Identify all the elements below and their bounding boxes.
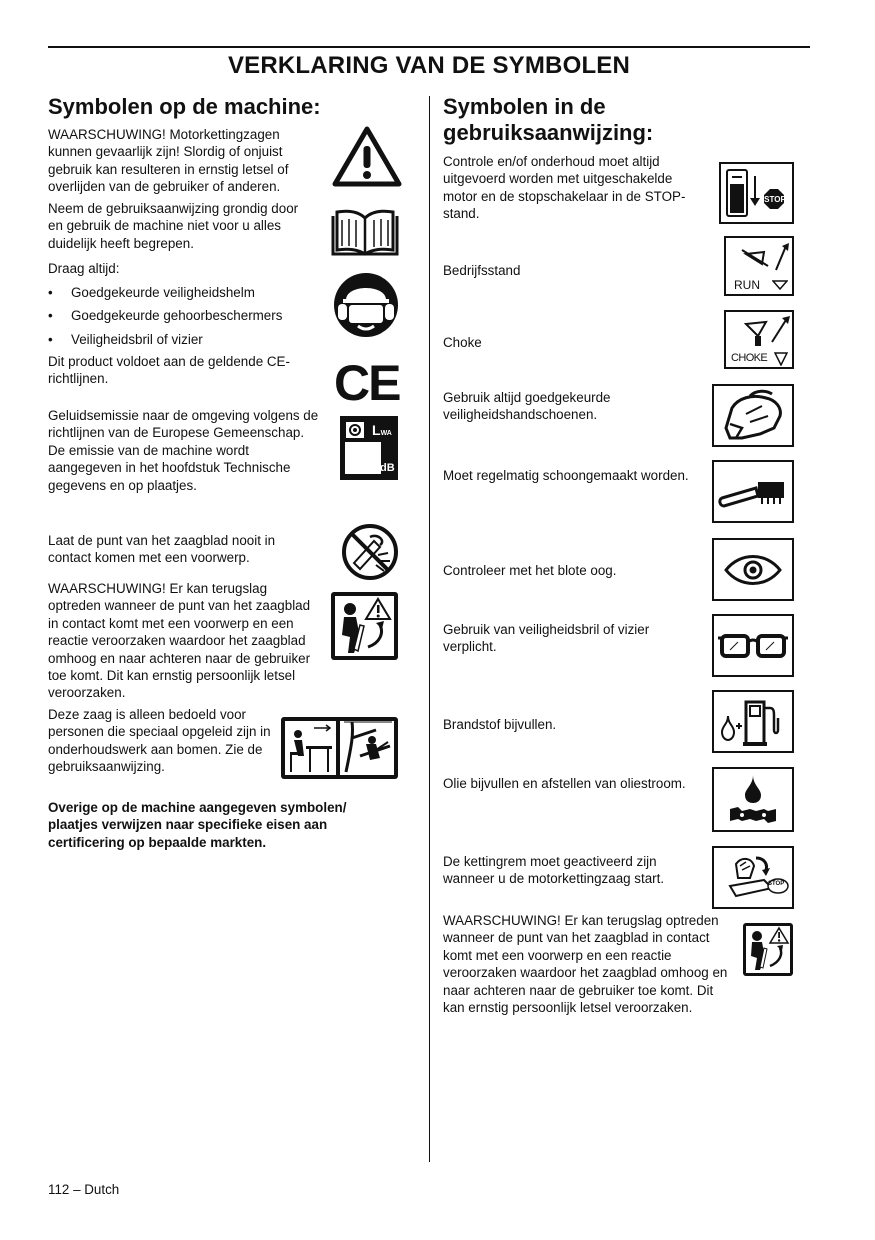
noise-lwa-label: LWA <box>372 422 392 438</box>
kickback-warning-icon-small <box>742 922 794 977</box>
header-rule <box>48 46 810 48</box>
noise-emission-label-icon <box>340 416 398 480</box>
protective-gear-icon <box>332 270 400 340</box>
choke-icon <box>724 310 794 369</box>
trained-operator-icon <box>280 716 399 780</box>
eye-icon <box>712 538 794 601</box>
stop-label: STOP <box>764 195 786 204</box>
visual-check-text: Controleer met het blote oog. <box>443 563 617 578</box>
run-throttle-graphic <box>728 240 792 274</box>
tip-contact-text: Laat de punt van het zaagblad nooit in contact komen met een voorwerp. <box>48 533 276 566</box>
stop-switch-graphic <box>723 166 790 220</box>
kickback-warning-text: WAARSCHUWING! Er kan terugslag optreden wanneer de punt van het zaagblad in contact komt met een voorwerp en een reactie veroorzaken waardoor het zaagblad omhoog en naar achteren naar de gebruiker toe komt. Dit kan ernstig persoonlijk letsel veroorzaken. <box>48 581 311 701</box>
cleaning-text: Moet regelmatig schoongemaakt worden. <box>443 468 689 483</box>
noise-label-speaker-icon <box>345 421 365 439</box>
trained-operator-text: Deze zaag is alleen bedoeld voor personen die speciaal opgeleid zijn in onderhoudswerk aan bomen. Zie de gebruiksaanwijzing. <box>48 707 271 775</box>
column-divider <box>429 96 430 1162</box>
gloves-text: Gebruik altijd goedgekeurde veiligheidshandschoenen. <box>443 390 611 423</box>
noise-text: Geluidsemissie naar de omgeving volgens de richtlijnen van de Europese Gemeenschap. De emissie van de machine wordt aangegeven in het hoofdstuk Technische gegevens en op plaatjes. <box>48 408 319 493</box>
warning-text: WAARSCHUWING! Motorkettingzagen kunnen gevaarlijk zijn! Slordig of onjuist gebruik kan resulteren in ernstig letsel of overlijden van de gebruiker of anderen. <box>48 127 289 195</box>
run-text: Bedrijfsstand <box>443 263 521 278</box>
noise-db-label: dB <box>380 462 395 474</box>
fuel-graphic <box>716 694 790 749</box>
run-arrow-icon <box>772 280 788 290</box>
ce-mark-icon: CE <box>334 355 400 411</box>
glove-graphic <box>716 388 790 443</box>
wear-intro: Draag altijd: <box>48 261 120 276</box>
right-heading-line1: Symbolen in de <box>443 94 606 119</box>
fuel-pump-icon <box>712 690 794 753</box>
choke-arrow-icon <box>774 352 788 366</box>
oil-drop-chain-graphic <box>716 771 790 828</box>
read-manual-book-icon <box>329 208 401 258</box>
left-heading: Symbolen op de machine: <box>48 94 321 119</box>
noise-label-panel <box>345 442 381 474</box>
safety-glasses-text: Gebruik van veiligheidsbril of vizier verplicht. <box>443 622 650 655</box>
run-label: RUN <box>734 278 760 292</box>
other-symbols-text: Overige op de machine aangegeven symbolen/ plaatjes verwijzen naar specifieke eisen aan certificering op bepaalde markten. <box>48 800 347 850</box>
kickback-warning-text-right: WAARSCHUWING! Er kan terugslag optreden wanneer de punt van het zaagblad in contact komt met een voorwerp en een reactie veroorzaken waardoor het zaagblad omhoog en naar achteren naar de gebruiker toe komt. Dit kan ernstig persoonlijk letsel veroorzaken. <box>443 913 728 1016</box>
chain-brake-text: De kettingrem moet geactiveerd zijn wanneer u de motorkettingzaag start. <box>443 854 665 887</box>
warning-triangle-icon <box>331 124 403 188</box>
run-mode-icon <box>724 236 794 296</box>
chain-oil-icon <box>712 767 794 832</box>
cleaning-brush-icon <box>712 460 794 523</box>
glasses-graphic <box>716 618 790 673</box>
stop-switch-icon <box>719 162 794 224</box>
page-title: VERKLARING VAN DE SYMBOLEN <box>227 52 631 79</box>
kickback-warning-icon <box>330 591 399 661</box>
choke-lever-graphic <box>728 314 792 350</box>
choke-text: Choke <box>443 335 482 350</box>
stop-text: Controle en/of onderhoud moet altijd uitgevoerd worden met uitgeschakelde motor en de stopschakelaar in de STOP-stand. <box>443 154 686 222</box>
manual-text: Neem de gebruiksaanwijzing grondig door en gebruik de machine niet voor u alles duidelijk heeft begrepen. <box>48 201 299 251</box>
chain-brake-icon <box>712 846 794 909</box>
gloves-icon <box>712 384 794 447</box>
brush-graphic <box>716 464 790 519</box>
ce-text: Dit product voldoet aan de geldende CE-richtlijnen. <box>48 354 290 387</box>
safety-glasses-icon <box>712 614 794 677</box>
eye-graphic <box>716 542 790 597</box>
brake-stop-label: STOP <box>768 881 785 887</box>
right-heading-line2: gebruiksaanwijzing: <box>443 120 654 145</box>
page-footer: 112 – Dutch <box>48 1182 120 1197</box>
oil-text: Olie bijvullen en afstellen van oliestroom. <box>443 776 686 791</box>
refuel-text: Brandstof bijvullen. <box>443 717 557 732</box>
no-tip-contact-icon <box>340 523 400 581</box>
choke-label: CHOKE <box>731 352 768 364</box>
chain-brake-graphic <box>716 850 790 905</box>
